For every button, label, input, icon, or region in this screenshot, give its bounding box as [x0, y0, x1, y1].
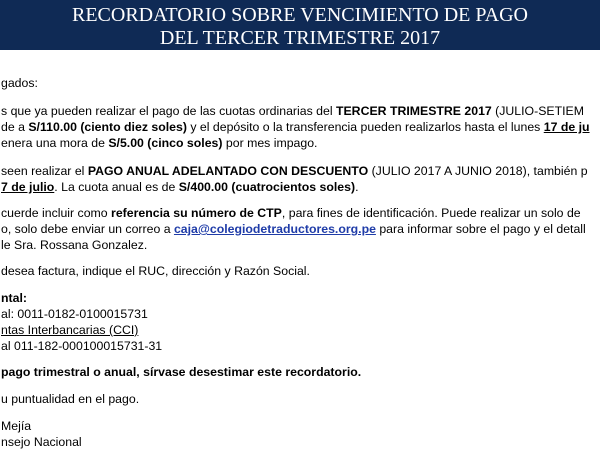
deadline-date: 7 de julio — [1, 180, 55, 194]
text-bold: TERCER TRIMESTRE 2017 — [335, 104, 492, 118]
text: enera una mora de — [1, 136, 109, 150]
text: para informar sobre el pago y el detall — [375, 222, 586, 236]
text: seen realizar el — [1, 164, 88, 178]
signature-name: Mejía — [1, 419, 32, 433]
text: y el depósito o la transferencia pueden realizarlos hasta el lunes — [186, 120, 544, 134]
account-2: ntas Interbancarias (CCI) — [1, 323, 139, 337]
p3-line-1 — [1, 206, 581, 220]
p1-line-2 — [1, 120, 590, 134]
text-bold: S/400.00 (cuatrocientos soles) — [178, 180, 356, 194]
text: cuerde incluir como — [1, 206, 112, 220]
text: (JULIO 2017 A JUNIO 2018), también p — [368, 164, 588, 178]
p2-line-2 — [1, 180, 359, 194]
signature-title: nsejo Nacional — [1, 435, 82, 449]
text-bold: S/5.00 (cinco soles) — [108, 136, 223, 150]
greeting: gados: — [1, 76, 38, 90]
deadline-date: 17 de ju — [543, 120, 590, 134]
text: . La cuota anual es de — [54, 180, 179, 194]
account-3: al 011-182-000100015731-31 — [1, 339, 163, 353]
p1-line-1 — [1, 104, 584, 118]
text: por mes impago. — [222, 136, 318, 150]
title-line-2: DEL TERCER TRIMESTRE 2017 — [159, 27, 441, 49]
text: (JULIO-SETIEM — [491, 104, 584, 118]
p3-line-3: le Sra. Rossana Gonzalez. — [1, 238, 148, 252]
disregard-note: pago trimestral o anual, sírvase desestimar este recordatorio. — [1, 365, 362, 379]
accounts-title: ntal: — [1, 291, 27, 305]
text: s que ya pueden realizar el pago de las cuotas ordinarias del — [1, 104, 336, 118]
header-banner — [0, 0, 600, 50]
p2-line-1 — [1, 164, 588, 178]
title-line-1: RECORDATORIO SOBRE VENCIMIENTO DE PAGO — [72, 4, 528, 26]
p3-line-2 — [1, 222, 586, 236]
text: , para fines de identificación. Puede realizar un solo de — [281, 206, 581, 220]
text-bold: PAGO ANUAL ADELANTADO CON DESCUENTO — [87, 164, 369, 178]
text: de a — [1, 120, 29, 134]
thanks-note: u puntualidad en el pago. — [1, 392, 140, 406]
invoice-note: desea factura, indique el RUC, dirección y Razón Social. — [1, 264, 310, 278]
text: o, solo debe enviar un correo a — [1, 222, 174, 236]
text: . — [355, 180, 359, 194]
email-link[interactable]: caja@colegiodetraductores.org.pe — [173, 222, 376, 236]
text-bold: S/110.00 (ciento diez soles) — [28, 120, 187, 134]
text-bold: referencia su número de CTP — [111, 206, 282, 220]
p1-line-3 — [1, 136, 317, 150]
account-1: al: 0011-0182-0100015731 — [1, 307, 148, 321]
